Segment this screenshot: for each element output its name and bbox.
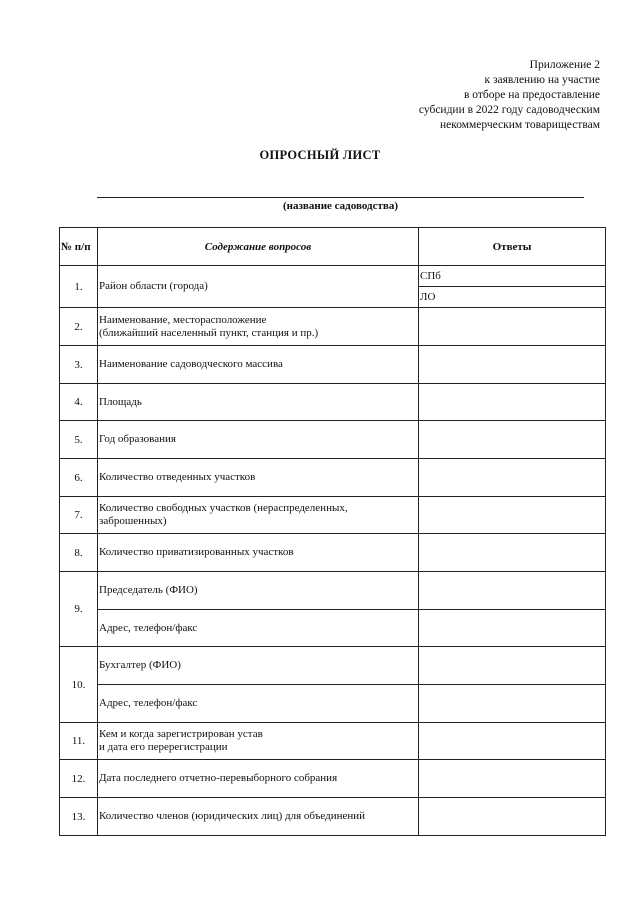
table-row [60,421,606,459]
row-number: 12. [60,760,98,798]
questionnaire-table [59,227,606,836]
table-row [60,760,606,798]
appendix-line: субсидии в 2022 году садоводческим [418,104,600,116]
header-question: Содержание вопросов [98,228,419,266]
question-line: заброшенных) [99,515,167,527]
table-header-row [60,228,606,266]
appendix-line: в отборе на предоставление [463,89,600,101]
answer-cell[interactable] [419,610,606,647]
answer-cell[interactable] [419,346,606,384]
question-line: и дата его перерегистрации [99,741,228,753]
answer-cell[interactable] [419,798,606,836]
table-row [60,723,606,760]
answer-cell[interactable] [419,497,606,534]
row-question [98,308,419,346]
row-number: 7. [60,497,98,534]
table-row [60,384,606,421]
row-question: Адрес, телефон/факс [98,610,419,647]
table-row [60,497,606,534]
answer-cell[interactable] [419,308,606,346]
answer-cell[interactable] [419,384,606,421]
row-number: 8. [60,534,98,572]
garden-name-caption: (название садоводства) [283,200,398,212]
table-row [60,798,606,836]
answer-cell-spb[interactable]: СПб [419,266,606,287]
table-row [60,308,606,346]
row-question: Председатель (ФИО) [98,572,419,610]
answer-cell[interactable] [419,685,606,723]
question-line: Количество свободных участков (нераспределенных, [99,502,348,514]
row-number: 1. [60,266,98,308]
garden-name-field[interactable] [97,197,584,198]
appendix-block [300,58,600,133]
row-number: 11. [60,723,98,760]
row-question: Бухгалтер (ФИО) [98,647,419,685]
answer-cell[interactable] [419,723,606,760]
appendix-line: Приложение 2 [529,59,600,71]
question-line: Наименование, месторасположение [99,313,267,326]
row-question: Наименование садоводческого массива [98,346,419,384]
table-row [60,647,606,685]
row-number: 6. [60,459,98,497]
row-number: 5. [60,421,98,459]
row-question: Год образования [98,421,419,459]
table-row [60,266,606,287]
row-question [98,723,419,760]
page-title: ОПРОСНЫЙ ЛИСТ [259,148,381,162]
question-line: Кем и когда зарегистрирован устав [99,728,263,740]
row-number: 2. [60,308,98,346]
row-question: Количество приватизированных участков [98,534,419,572]
row-number: 10. [60,647,98,723]
answer-cell[interactable] [419,760,606,798]
row-question: Район области (города) [98,266,419,308]
answer-cell[interactable] [419,534,606,572]
row-number: 9. [60,572,98,647]
header-answers: Ответы [419,228,606,266]
row-question: Площадь [98,384,419,421]
table-row [60,459,606,497]
table-row [60,572,606,610]
table-row [60,534,606,572]
table-row [60,685,606,723]
table-row [60,610,606,647]
row-question: Адрес, телефон/факс [98,685,419,723]
appendix-line: к заявлению на участие [484,74,600,86]
row-question: Количество членов (юридических лиц) для объединений [98,798,419,836]
row-question: Дата последнего отчетно-перевыборного собрания [98,760,419,798]
header-num: № п/п [60,228,98,266]
answer-cell[interactable] [419,421,606,459]
answer-cell[interactable] [419,647,606,685]
appendix-line: некоммерческим товариществам [439,119,600,131]
answer-cell[interactable] [419,572,606,610]
row-number: 4. [60,384,98,421]
row-number: 3. [60,346,98,384]
row-question [98,497,419,534]
row-question: Количество отведенных участков [98,459,419,497]
answer-cell[interactable] [419,459,606,497]
question-line: (ближайший населенный пункт, станция и пр.) [99,326,319,339]
row-number: 13. [60,798,98,836]
table-row [60,346,606,384]
answer-cell-lo[interactable]: ЛО [419,287,606,308]
